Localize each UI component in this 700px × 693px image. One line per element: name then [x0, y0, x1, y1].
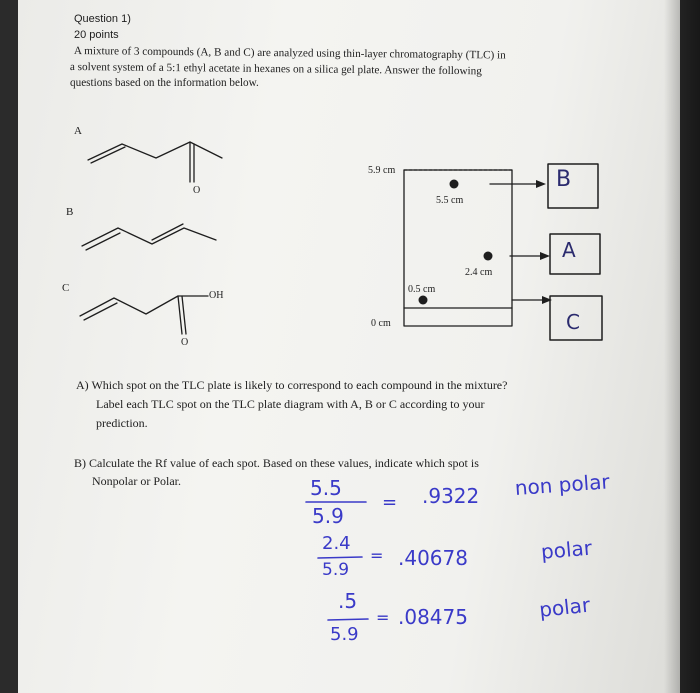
- structure-c: [80, 296, 208, 334]
- rf-c-polarity: polar: [538, 592, 592, 622]
- hydroxyl-label-c: OH: [209, 290, 224, 301]
- rf-c-denominator: 5.9: [330, 624, 359, 645]
- oxygen-label-a: O: [193, 185, 201, 196]
- baseline-label: 0 cm: [371, 318, 391, 329]
- tlc-spot-b: [450, 180, 459, 189]
- rf-a-denominator: 5.9: [322, 560, 350, 580]
- intro-line-3: questions based on the information below.: [70, 77, 259, 89]
- rf-c-numerator: .5: [338, 589, 358, 613]
- part-a-line-3: prediction.: [96, 416, 148, 430]
- answer-box-middle: [550, 234, 600, 274]
- tlc-spot-c: [419, 296, 428, 305]
- answer-box-bottom-label: C: [566, 310, 580, 334]
- tlc-spot-a: [484, 252, 493, 261]
- fraction-bar-row3: [328, 619, 368, 620]
- structure-label-c: C: [62, 282, 70, 294]
- rf-a-polarity: polar: [540, 535, 593, 564]
- rf-a-numerator: 2.4: [322, 533, 351, 554]
- structure-a: [88, 142, 222, 182]
- spot-b-distance: 5.5 cm: [436, 195, 464, 206]
- answer-box-bottom: [550, 296, 602, 340]
- structure-b: [82, 224, 216, 250]
- spot-a-distance: 2.4 cm: [465, 267, 493, 278]
- part-b-line-1: B) Calculate the Rf value of each spot. Based on these values, indicate which spot is: [74, 456, 479, 470]
- rf-b-denominator: 5.9: [312, 504, 344, 528]
- part-a-line-2: Label each TLC spot on the TLC plate diagram with A, B or C according to your: [96, 397, 485, 411]
- rf-b-polarity: non polar: [514, 469, 611, 500]
- rf-b-value: .9322: [422, 484, 480, 508]
- spot-c-distance: 0.5 cm: [408, 284, 436, 295]
- points: 20 points: [74, 29, 119, 41]
- question-number: Question 1): [74, 13, 131, 25]
- intro-line-2: a solvent system of a 5:1 ethyl acetate in hexanes on a silica gel plate. Answer the following: [69, 60, 482, 78]
- rf-b-numerator: 5.5: [310, 476, 342, 500]
- structure-label-a: A: [74, 125, 82, 137]
- intro-line-1: A mixture of 3 compounds (A, B and C) are analyzed using thin-layer chromatography (TLC) in: [73, 44, 506, 62]
- answer-box-middle-label: A: [562, 238, 576, 262]
- arrow-head-b: [536, 180, 546, 188]
- part-a-line-1: A) Which spot on the TLC plate is likely to correspond to each compound in the mixture?: [76, 378, 508, 392]
- arrow-head-a: [540, 252, 550, 260]
- solvent-front-label: 5.9 cm: [368, 165, 396, 176]
- part-b-line-2: Nonpolar or Polar.: [92, 474, 181, 488]
- answer-box-top: [548, 164, 598, 208]
- rf-a-equals: =: [370, 546, 384, 565]
- fraction-bar-row2: [318, 557, 362, 558]
- rf-c-equals: =: [376, 608, 390, 627]
- answer-box-top-label: B: [556, 167, 572, 192]
- oxygen-label-c: O: [181, 337, 189, 348]
- structure-label-b: B: [66, 206, 74, 218]
- rf-b-equals: =: [382, 492, 398, 513]
- rf-c-value: .08475: [398, 605, 468, 629]
- rf-a-value: .40678: [398, 546, 468, 570]
